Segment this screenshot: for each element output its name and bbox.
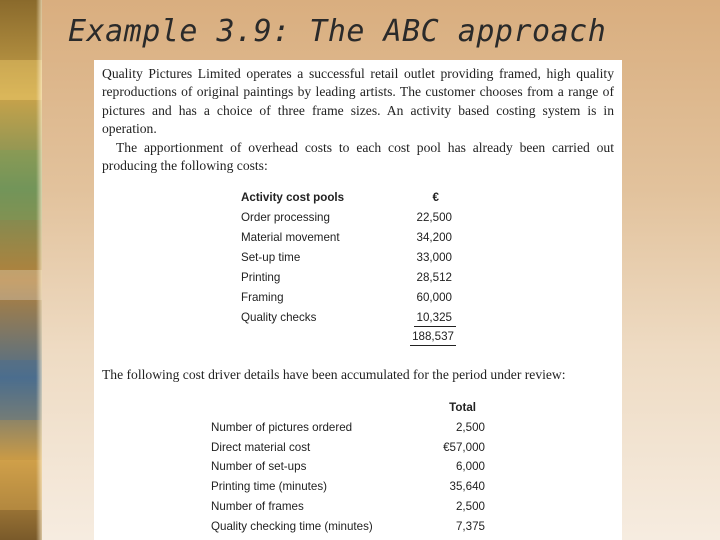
cost-driver-label: Printing time (minutes) (211, 480, 327, 493)
cost-driver-label: Number of set-ups (211, 460, 307, 473)
cost-pool-label: Order processing (241, 211, 330, 224)
cost-pools-header-currency: € (432, 191, 439, 204)
cost-driver-header-total: Total (449, 401, 476, 414)
cost-driver-value: €57,000 (443, 441, 485, 454)
cost-pool-label: Framing (241, 291, 284, 304)
slide-title: Example 3.9: The ABC approach (68, 14, 607, 49)
cost-driver-table (94, 60, 622, 540)
cost-pool-value: 60,000 (416, 291, 452, 304)
intro-paragraph: Quality Pictures Limited operates a successful retail outlet providing framed, high quality reproductions of original paintings by leading artists. The customer chooses from a range of pictures and has a choice of three frame sizes. An activity based costing system is in operation. (102, 66, 614, 137)
cost-pool-label: Printing (241, 271, 281, 284)
decorative-banknote-strip (0, 0, 42, 540)
cost-pool-value: 28,512 (416, 271, 452, 284)
cost-driver-label: Number of pictures ordered (211, 421, 353, 434)
cost-pool-label: Material movement (241, 231, 340, 244)
cost-driver-value: 6,000 (455, 460, 485, 473)
document-page (94, 60, 622, 540)
cost-driver-value: 7,375 (455, 520, 485, 533)
cost-pool-label: Quality checks (241, 311, 317, 324)
cost-pool-value: 10,325 (416, 311, 452, 324)
apportionment-paragraph: The apportionment of overhead costs to each cost pool has already been carried out producing the following costs: (102, 140, 614, 174)
cost-pools-header-label: Activity cost pools (241, 191, 345, 204)
cost-driver-paragraph: The following cost driver details have been accumulated for the period under review: (102, 367, 566, 382)
cost-pool-value: 34,200 (416, 231, 452, 244)
cost-driver-value: 2,500 (455, 500, 485, 513)
cost-driver-value: 2,500 (455, 421, 485, 434)
cost-driver-value: 35,640 (449, 480, 485, 493)
cost-pool-value: 22,500 (416, 211, 452, 224)
cost-pool-value: 33,000 (416, 251, 452, 264)
cost-driver-label: Number of frames (211, 500, 304, 513)
cost-driver-label: Quality checking time (minutes) (211, 520, 373, 533)
cost-pools-total: 188,537 (412, 330, 454, 343)
cost-driver-label: Direct material cost (211, 441, 311, 454)
cost-pool-label: Set-up time (241, 251, 301, 264)
